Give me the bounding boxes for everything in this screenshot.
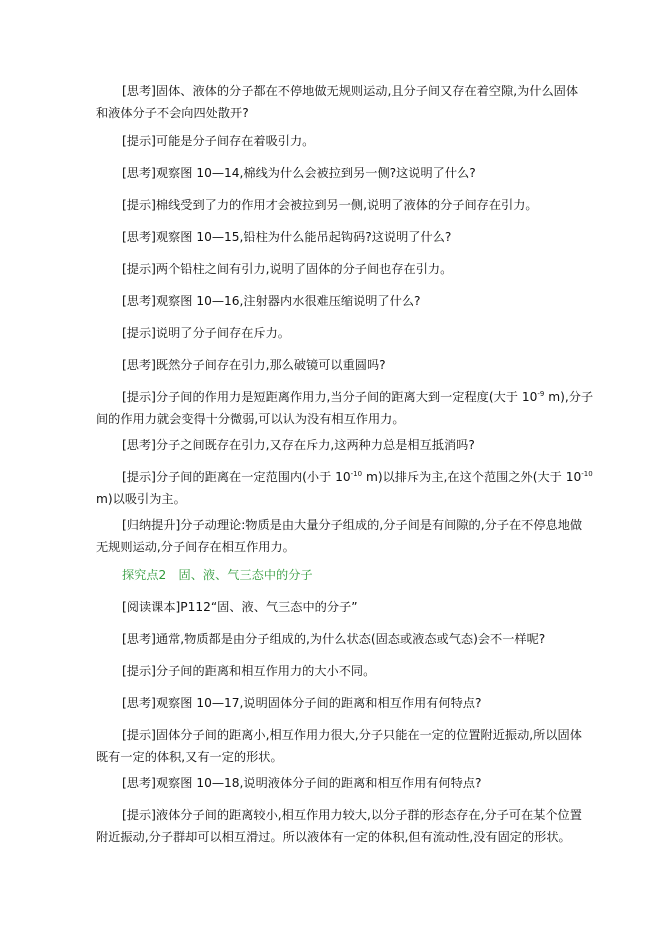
paragraph-think-3: [思考]观察图 10—15,铅柱为什么能吊起钩码?这说明了什么?	[122, 230, 452, 244]
paragraph-hint-2: [提示]棉线受到了力的作用才会被拉到另一侧,说明了液体的分子间存在引力。	[122, 198, 538, 212]
paragraph-think-6: [思考]分子之间既存在引力,又存在斥力,这两种力总是相互抵消吗?	[122, 438, 475, 452]
section-heading: 探究点2 固、液、气三态中的分子	[122, 568, 313, 582]
paragraph-hint-1: [提示]可能是分子间存在着吸引力。	[122, 134, 315, 148]
paragraph-read: [阅读课本]P112“固、液、气三态中的分子”	[122, 600, 358, 614]
paragraph-think-1: [思考]固体、液体的分子都在不停地做无规则运动,且分子间又存在着空隙,为什么固体 和液体分子不会向四处散开?	[96, 84, 579, 120]
paragraph-hint-4: [提示]说明了分子间存在斥力。	[122, 326, 290, 340]
paragraph-think-9: [思考]观察图 10—18,说明液体分子间的距离和相互作用有何特点?	[122, 776, 482, 790]
paragraph-summary: [归纳提升]分子动理论:物质是由大量分子组成的,分子间是有间隙的,分子在不停息地做 无规则运动,分子间存在相互作用力。	[96, 518, 583, 554]
paragraph-hint-3: [提示]两个铅柱之间有引力,说明了固体的分子间也存在引力。	[122, 262, 453, 276]
paragraph-hint-7: [提示]分子间的距离和相互作用力的大小不同。	[122, 664, 376, 678]
paragraph-think-5: [思考]既然分子间存在引力,那么破镜可以重圆吗?	[122, 358, 386, 372]
paragraph-think-7: [思考]通常,物质都是由分子组成的,为什么状态(固态或液态或气态)会不一样呢?	[122, 632, 546, 646]
paragraph-think-8: [思考]观察图 10—17,说明固体分子间的距离和相互作用有何特点?	[122, 696, 482, 710]
paragraph-hint-9: [提示]液体分子间的距离较小,相互作用力较大,以分子群的形态存在,分子可在某个位置 附近振动,分子群却可以相互滑过。所以液体有一定的体积,但有流动性,没有固定的形状。	[96, 808, 582, 844]
paragraph-hint-8: [提示]固体分子间的距离小,相互作用力很大,分子只能在一定的位置附近振动,所以固体 既有一定的体积,又有一定的形状。	[96, 728, 582, 764]
paragraph-hint-5: [提示]分子间的作用力是短距离作用力,当分子间的距离大到一定程度(大于 $10^{-9}$ m),分子 间的作用力就会变得十分微弱,可以认为没有相互作用力。	[96, 389, 594, 426]
paragraph-think-4: [思考]观察图 10—16,注射器内水很难压缩说明了什么?	[122, 294, 421, 308]
paragraph-think-2: [思考]观察图 10—14,棉线为什么会被拉到另一侧?这说明了什么?	[122, 166, 476, 180]
paragraph-hint-6: [提示]分子间的距离在一定范围内(小于 $10^{-10}$ m)以排斥为主,在这个范围之外(大于 $10^{-10}$ m)以吸引为主。	[96, 469, 593, 506]
